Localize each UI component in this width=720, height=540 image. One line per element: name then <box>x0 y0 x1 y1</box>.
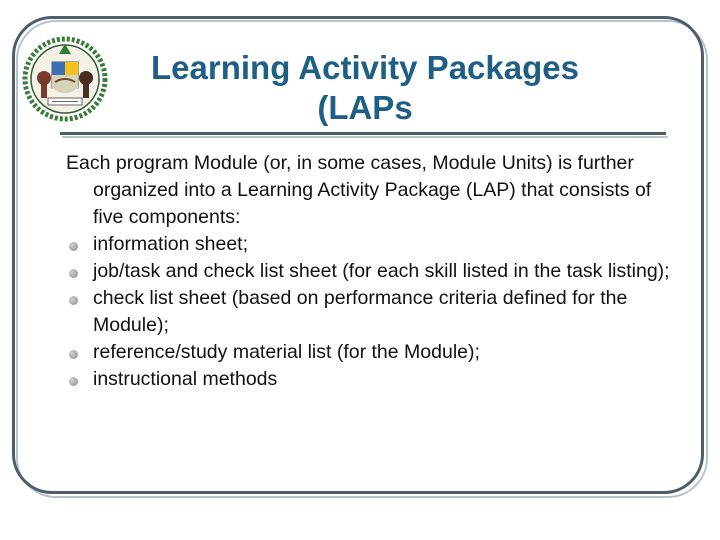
slide-body <box>66 150 672 393</box>
title-line-2: (LAPs <box>317 89 413 126</box>
list-item-text: check list sheet (based on performance criteria defined for the Module); <box>93 287 628 336</box>
bullet-dot-icon <box>69 269 78 278</box>
title-divider <box>60 132 666 135</box>
list-item <box>66 366 672 393</box>
list-item <box>66 339 672 366</box>
list-item-text: information sheet; <box>93 233 249 255</box>
coat-of-arms-icon <box>22 36 108 122</box>
intro-paragraph: Each program Module (or, in some cases, Module Units) is further organized into a Learning Activity Package (LAP) that consists of five components: <box>66 152 652 228</box>
bullet-dot-icon <box>69 242 78 251</box>
list-item <box>66 285 672 339</box>
title-line-1: Learning Activity Packages <box>151 49 579 86</box>
list-item <box>66 258 672 285</box>
list-item-text: job/task and check list sheet (for each skill listed in the task listing); <box>93 260 670 282</box>
bullet-dot-icon <box>69 296 78 305</box>
bullet-dot-icon <box>69 350 78 359</box>
title-divider-shadow <box>62 136 668 138</box>
list-item-text: instructional methods <box>93 368 278 390</box>
page-title <box>110 48 620 128</box>
bullet-dot-icon <box>69 377 78 386</box>
list-item <box>66 231 672 258</box>
list-item-text: reference/study material list (for the Module); <box>93 341 480 363</box>
component-list <box>66 231 672 393</box>
